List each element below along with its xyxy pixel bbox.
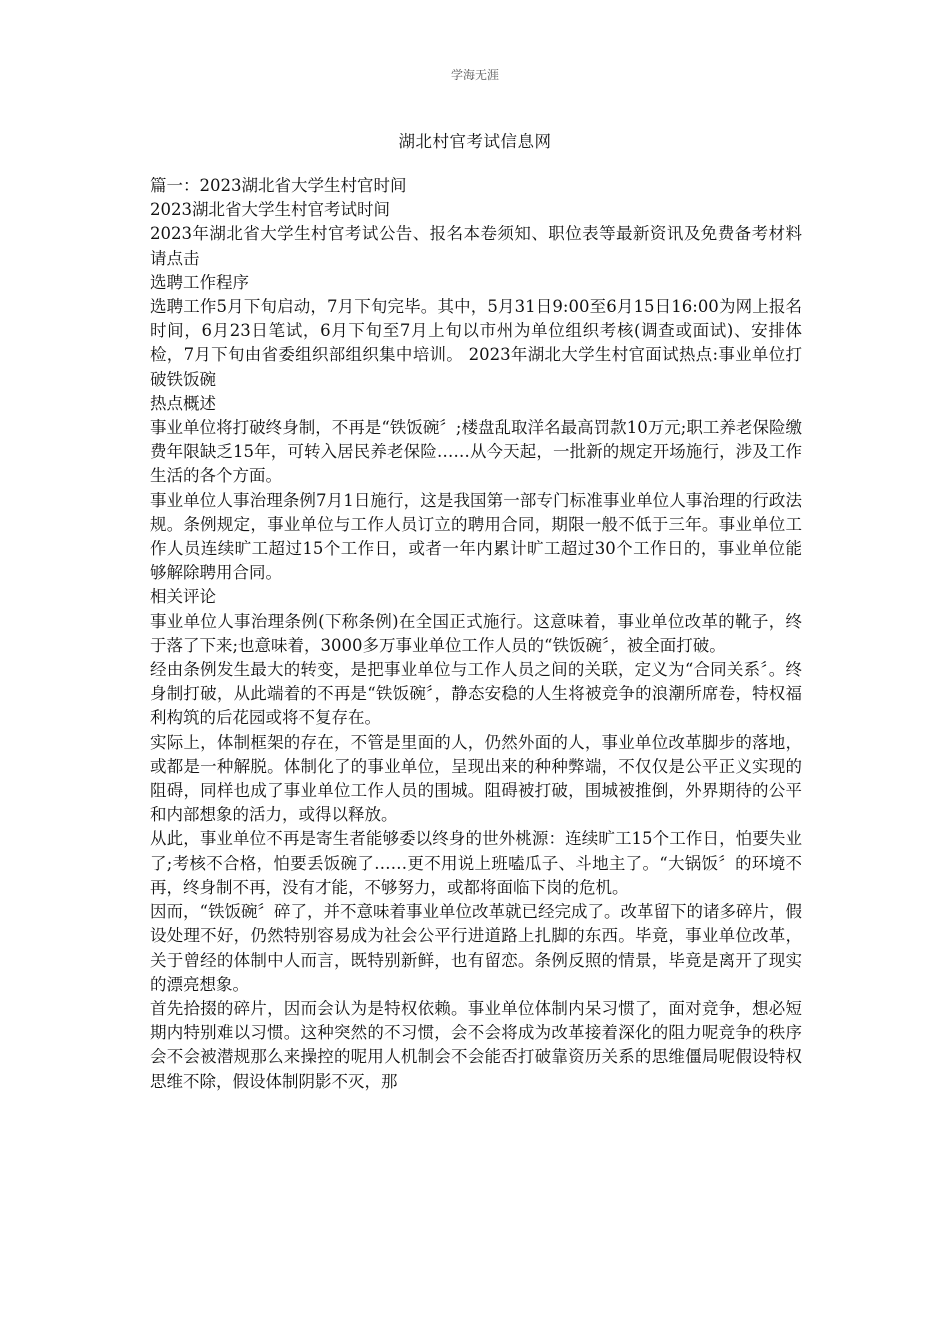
paragraph: 首先拾掇的碎片，因而会认为是特权依赖。事业单位体制内呆习惯了，面对竞争，想必短期内特别难以习惯。这种突然的不习惯，会不会将成为改革接着深化的阻力呢竞争的秩序会不会被潜规那么来操控的呢用人机制会不会能否打破靠资历关系的思维僵局呢假设特权思维不除，假设体制阴影不灭，那 xyxy=(150,998,802,1091)
paragraph: 从此，事业单位不再是寄生者能够委以终身的世外桃源：连续旷工15个工作日，怕要失业了;考核不合格，怕要丢饭碗了……更不用说上班嗑瓜子、斗地主了。“大锅饭〞的环境不再，终身制不再，没有才能，不够努力，或都将面临下岗的危机。 xyxy=(150,829,802,897)
section-heading: 热点概述 xyxy=(150,393,216,413)
paragraph: 2023湖北省大学生村官考试时间 xyxy=(150,200,390,220)
section-heading: 选聘工作程序 xyxy=(150,272,249,292)
paragraph: 经由条例发生最大的转变，是把事业单位与工作人员之间的关联，定义为“合同关系〞。终身制打破，从此端着的不再是“铁饭碗〞，静态安稳的人生将被竞争的浪潮所席卷，特权福利构筑的后花园或将不复存在。 xyxy=(150,660,802,728)
paragraph: 事业单位人事治理条例7月1日施行，这是我国第一部专门标准事业单位人事治理的行政法规。条例规定，事业单位与工作人员订立的聘用合同，期限一般不低于三年。事业单位工作人员连续旷工超过15个工作日，或者一年内累计旷工超过30个工作日的，事业单位能够解除聘用合同。 xyxy=(150,490,802,583)
paragraph: 选聘工作5月下旬启动，7月下旬完毕。其中，5月31日9:00至6月15日16:00为网上报名时间，6月23日笔试，6月下旬至7月上旬以市州为单位组织考核(调查或面试)、安排体检，7月下旬由省委组织部组织集中培训。 2023年湖北大学生村官面试热点:事业单位打破铁饭碗 xyxy=(150,297,802,389)
paragraph: 事业单位将打破终身制，不再是“铁饭碗〞;楼盘乱取洋名最高罚款10万元;职工养老保险缴费年限缺乏15年，可转入居民养老保险……从今天起，一批新的规定开场施行，涉及工作生活的各个方面。 xyxy=(150,418,802,486)
document-body xyxy=(150,174,802,1094)
paragraph: 2023年湖北省大学生村官考试公告、报名本卷须知、职位表等最新资讯及免费备考材料请点击 xyxy=(150,224,802,268)
paragraph: 因而，“铁饭碗〞碎了，并不意味着事业单位改革就已经完成了。改革留下的诸多碎片，假设处理不好，仍然特别容易成为社会公平行进道路上扎脚的东西。毕竟，事业单位改革，关于曾经的体制中人而言，既特别新鲜，也有留恋。条例反照的情景，毕竟是离开了现实的漂亮想象。 xyxy=(150,902,802,994)
page-header: 学海无涯 xyxy=(450,68,499,82)
section-heading: 相关评论 xyxy=(150,587,216,607)
paragraph: 篇一：2023湖北省大学生村官时间 xyxy=(150,176,407,195)
paragraph: 实际上，体制框架的存在，不管是里面的人，仍然外面的人，事业单位改革脚步的落地，或都是一种解脱。体制化了的事业单位，呈现出来的种种弊端，不仅仅是公平正义实现的阻碍，同样也成了事业单位工作人员的围城。阻碍被打破，围城被推倒，外界期待的公平和内部想象的活力，或得以释放。 xyxy=(150,732,802,825)
document-title: 湖北村官考试信息网 xyxy=(398,132,552,151)
paragraph: 事业单位人事治理条例(下称条例)在全国正式施行。这意味着，事业单位改革的靴子，终于落了下来;也意味着，3000多万事业单位工作人员的“铁饭碗〞，被全面打破。 xyxy=(150,611,802,655)
